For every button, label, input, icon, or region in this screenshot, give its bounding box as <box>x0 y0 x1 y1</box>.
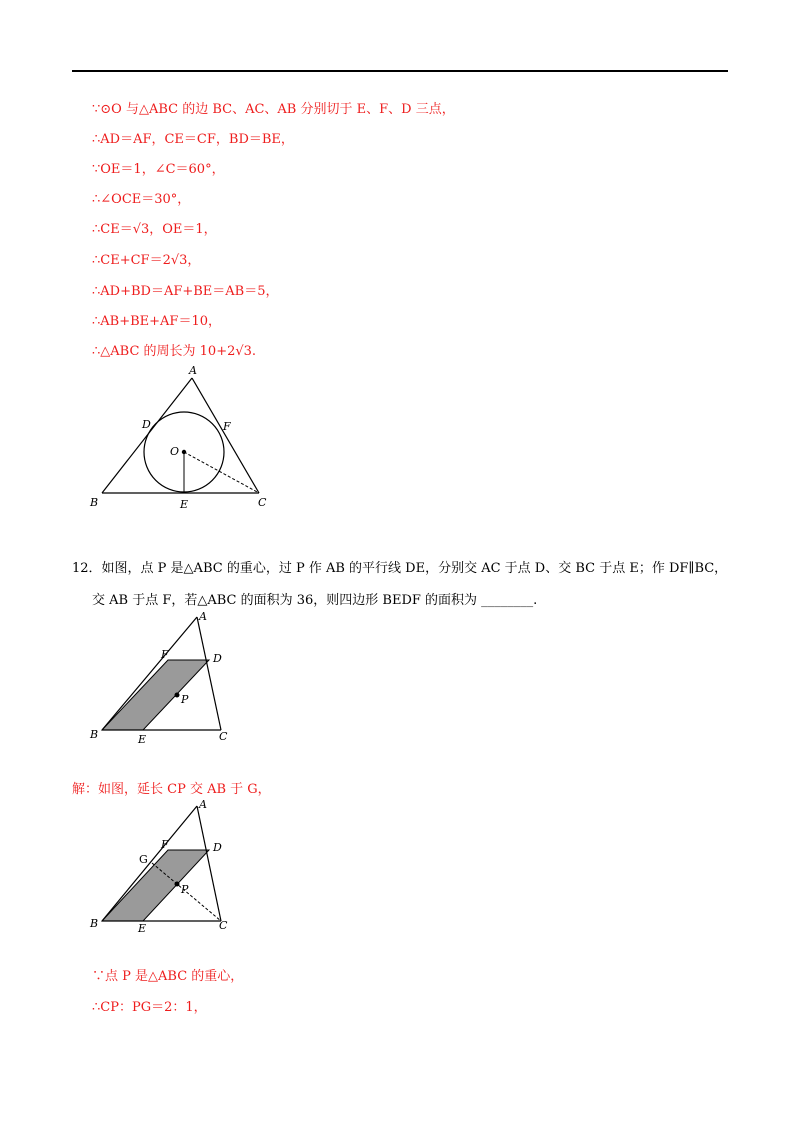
solution-line-4: ∴∠OCE＝30°， <box>92 192 191 207</box>
label-P: P <box>181 883 189 896</box>
solution-line-5: ∴CE＝√3，OE＝1， <box>92 222 217 237</box>
label-B: B <box>90 728 99 741</box>
label-E: E <box>180 498 189 511</box>
label-A: A <box>199 610 207 623</box>
label-C: C <box>258 496 267 509</box>
centroid-figure <box>84 610 244 745</box>
label-E: E <box>138 922 147 935</box>
solution-line-3: ∵OE＝1，∠C＝60°， <box>92 162 225 177</box>
label-D: D <box>213 841 222 854</box>
label-C: C <box>219 919 228 932</box>
incircle-figure <box>84 360 284 515</box>
label-D: D <box>213 652 222 665</box>
solution-step-2: ∴CP：PG＝2：1， <box>92 1000 207 1015</box>
solution-line-2: ∴AD＝AF，CE＝CF，BD＝BE， <box>92 132 294 147</box>
label-P: P <box>181 693 189 706</box>
solution-intro: 解：如图，延长 CP 交 AB 于 G， <box>72 782 271 797</box>
label-F: F <box>161 838 169 851</box>
question-12-line-2: 交 AB 于点 F，若△ABC 的面积为 36，则四边形 BEDF 的面积为 ________. <box>92 593 538 608</box>
extended-centroid-figure <box>84 796 244 936</box>
solution-line-7: ∴AD+BD＝AF+BE＝AB＝5， <box>92 284 279 299</box>
question-12-line-1: 12．如图，点 P 是△ABC 的重心，过 P 作 AB 的平行线 DE，分别交 AC 于点 D、交 BC 于点 E；作 DF∥BC， <box>72 561 728 576</box>
label-G: G <box>139 853 148 866</box>
solution-step-1: ∵点 P 是△ABC 的重心， <box>92 969 244 984</box>
header-rule <box>72 70 728 72</box>
solution-line-6: ∴CE+CF＝2√3， <box>92 253 201 268</box>
label-F: F <box>223 420 231 433</box>
solution-line-9: ∴△ABC 的周长为 10+2√3. <box>92 344 257 359</box>
label-C: C <box>219 730 228 743</box>
label-B: B <box>90 496 99 509</box>
label-B: B <box>90 917 99 930</box>
solution-line-1: ∵⊙O 与△ABC 的边 BC、AC、AB 分别切于 E、F、D 三点， <box>92 102 455 117</box>
label-D: D <box>142 418 151 431</box>
label-A: A <box>199 798 207 811</box>
solution-line-8: ∴AB+BE+AF＝10， <box>92 314 221 329</box>
label-O: O <box>170 445 180 458</box>
label-F: F <box>161 648 169 661</box>
label-E: E <box>138 733 147 745</box>
label-A: A <box>189 364 197 377</box>
